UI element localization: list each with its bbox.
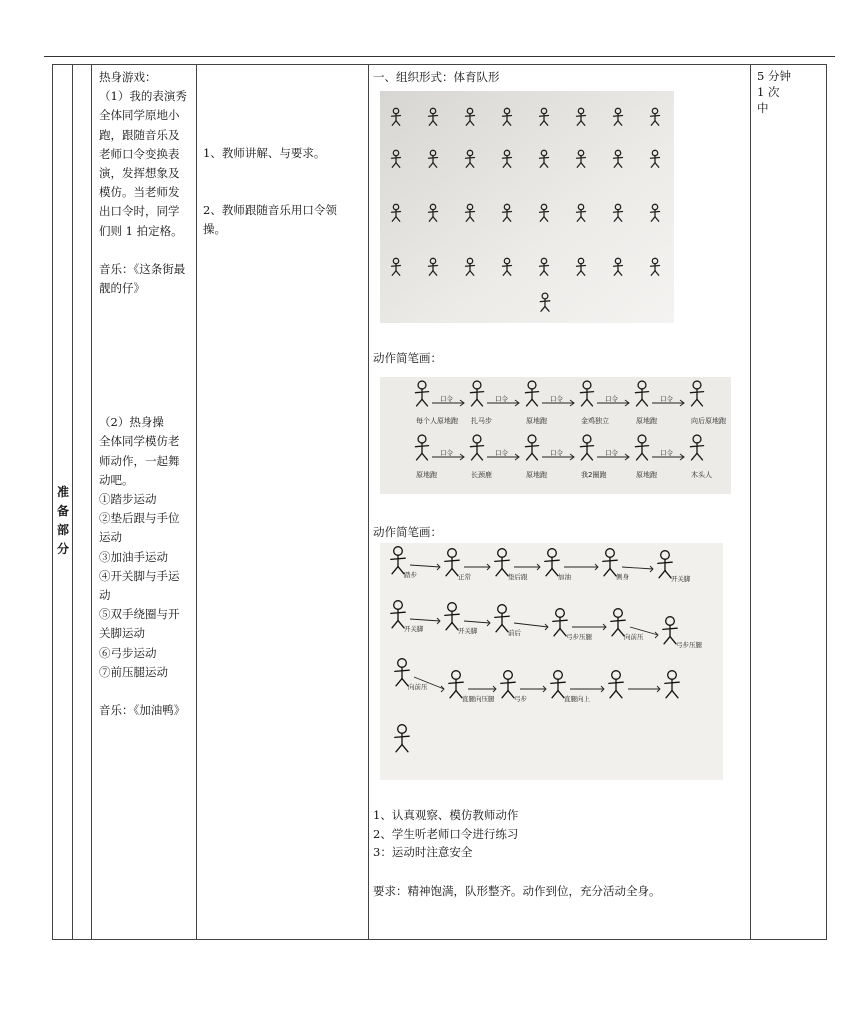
game2-description <box>99 413 197 490</box>
sketch-1-photo <box>380 377 731 494</box>
time-column <box>757 68 823 116</box>
game1-line: 跑，跟随音乐及 <box>99 127 180 142</box>
teacher-item-2 <box>203 201 363 239</box>
teacher-item-2-line: 2、教师跟随音乐用口令领 <box>203 203 337 218</box>
content-column <box>99 68 197 720</box>
section-label-char: 准 <box>56 485 69 499</box>
org-heading: 一、组织形式：体育队形 <box>373 70 500 84</box>
section-label-char: 分 <box>56 542 69 556</box>
sketch-caption-2: 动作简笔画： <box>373 525 442 539</box>
page-top-rule <box>44 56 835 57</box>
sketch-caption-1: 动作简笔画： <box>373 351 442 365</box>
game1-line: 们则 1 拍定格。 <box>99 223 183 238</box>
sketch1-label: 金鸡独立 <box>581 417 609 425</box>
duration: 5 分钟 <box>757 69 791 83</box>
column-divider <box>368 65 369 939</box>
warmup-move-line: ⑥弓步运动 <box>99 645 157 660</box>
note-2: 2、学生听老师口令进行练习 <box>373 826 519 841</box>
sketch1-label: 木头人 <box>691 471 712 479</box>
warmup-moves-list <box>99 490 197 682</box>
warmup-move-line: ②垫后跟与手位 <box>99 511 180 526</box>
sketch2-label: 开关脚 <box>404 625 424 633</box>
org-notes <box>373 806 518 862</box>
game2-line: 动吧。 <box>99 472 134 487</box>
game1-line: 演，发挥想象及 <box>99 166 180 181</box>
sketch2-label: 弓步压腿 <box>676 641 702 649</box>
formation-photo <box>380 91 674 323</box>
note-3: 3：运动时注意安全 <box>373 845 473 859</box>
warmup-move-line: 关脚运动 <box>99 626 145 641</box>
sketch2-label: 弓步压腿 <box>566 633 592 641</box>
game1-description <box>99 87 197 241</box>
lesson-plan-table <box>52 64 827 940</box>
organization-column <box>373 68 748 87</box>
teacher-column <box>203 144 363 240</box>
arrow-word: 口令 <box>440 395 453 403</box>
music1-line-part: 音乐：《这条街最 <box>99 261 186 276</box>
section-label-char: 部 <box>56 523 69 537</box>
sketch2-label: 垫后跟 <box>508 573 528 581</box>
sketch2-label: 开关脚 <box>671 575 691 583</box>
warmup-move-line: 运动 <box>99 530 122 545</box>
sketch1-label: 长颈鹿 <box>471 471 492 479</box>
music2-line: 音乐：《加油鸭》 <box>99 703 186 718</box>
sketch2-label: 正常 <box>458 573 471 581</box>
sketch1-label: 原地跑 <box>636 471 657 479</box>
sketch-2-photo <box>380 543 723 780</box>
teacher-item-1: 1、教师讲解、与要求。 <box>203 146 326 160</box>
sketch2-label: 前后 <box>508 629 521 637</box>
sketch1-label: 原地跑 <box>526 417 547 425</box>
arrow-word: 口令 <box>660 395 673 403</box>
sketch1-label: 原地跑 <box>526 471 547 479</box>
warmup-move-line: ①踏步运动 <box>99 492 157 507</box>
sketch1-label: 每个人原地跑 <box>416 417 458 425</box>
game1-line: 模仿。当老师发 <box>99 185 180 200</box>
sketch1-label: 我2圈跑 <box>581 471 607 479</box>
warmup-move-line: ③加油手运动 <box>99 549 168 564</box>
game1-line: 老师口令变换表 <box>99 146 180 161</box>
photo-background <box>380 91 674 323</box>
arrow-word: 口令 <box>660 449 673 457</box>
warmup-move-line: 动 <box>99 588 111 603</box>
warmup-move-line: ④开关脚与手运 <box>99 568 180 583</box>
sketch2-label: 踏步 <box>404 571 417 579</box>
sketch1-label: 原地跑 <box>416 471 437 479</box>
game2-line: 全体同学模仿老 <box>99 434 180 449</box>
sketch2-label: 加油 <box>558 573 571 581</box>
column-divider <box>750 65 751 939</box>
game1-line: 出口令时，同学 <box>99 204 180 219</box>
sketch1-label: 原地跑 <box>636 417 657 425</box>
game1-line: （1）我的表演秀 <box>99 89 187 104</box>
sketch2-label: 侧身 <box>616 573 629 581</box>
warmup-move-line: ⑦前压腿运动 <box>99 664 168 679</box>
sketch2-label: 直腿向压腿 <box>462 695 495 703</box>
warmup-move-line: ⑤双手绕圈与开 <box>99 607 180 622</box>
arrow-word: 口令 <box>495 395 508 403</box>
sketch1-label: 向后原地跑 <box>691 417 726 425</box>
game1-line: 全体同学原地小 <box>99 108 180 123</box>
sketch2-label: 向前压 <box>624 633 644 641</box>
sketch2-label: 弓步 <box>514 695 527 703</box>
sketch1-label: 扎马步 <box>471 417 492 425</box>
sketch2-label: 开关脚 <box>458 627 478 635</box>
repetitions: 1 次 <box>757 85 780 99</box>
intensity: 中 <box>757 101 769 115</box>
arrow-word: 口令 <box>550 395 563 403</box>
arrow-word: 口令 <box>605 449 618 457</box>
teacher-item-2-line: 操。 <box>203 222 226 237</box>
sketch2-label: 向前压 <box>408 683 428 691</box>
note-1: 1、认真观察、模仿教师动作 <box>373 808 519 822</box>
org-requirement: 要求：精神饱满，队形整齐。动作到位，充分活动全身。 <box>373 884 661 898</box>
music1-line-part: 靓的仔》 <box>99 281 145 296</box>
arrow-word: 口令 <box>605 395 618 403</box>
arrow-word: 口令 <box>550 449 563 457</box>
column-divider <box>91 65 92 939</box>
game2-line: 师动作，一起舞 <box>99 453 180 468</box>
sketch2-label: 直腿向上 <box>564 695 590 703</box>
section-label <box>53 483 73 559</box>
music1-line <box>99 260 197 298</box>
arrow-word: 口令 <box>495 449 508 457</box>
game2-line: （2）热身操 <box>99 415 164 430</box>
arrow-word: 口令 <box>440 449 453 457</box>
content-title: 热身游戏： <box>99 70 157 84</box>
section-label-char: 备 <box>56 504 69 518</box>
